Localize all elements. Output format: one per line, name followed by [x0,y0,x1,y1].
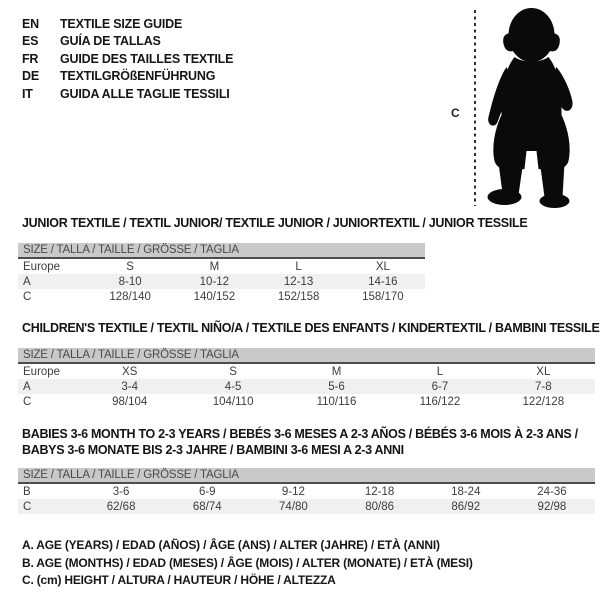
language-label: GUIDA ALLE TAGLIE TESSILI [60,86,230,101]
table-row-months [18,484,595,499]
language-row [22,68,233,86]
height-cell: 128/140 [109,290,151,303]
height-cell: 98/104 [112,395,148,408]
height-cell: 116/122 [419,395,461,408]
size-cell: S [126,260,134,273]
height-cell: 110/116 [316,395,357,408]
age-cell: 6-7 [431,380,449,393]
language-row [22,85,233,103]
height-cell: 92/98 [537,500,567,513]
height-cell: 68/74 [192,500,222,513]
age-cell: 12-13 [283,275,314,288]
size-table-babies [18,426,595,514]
row-label: Europe [23,365,61,378]
height-cell: 140/152 [193,290,236,303]
table-row-age [18,379,595,394]
language-code: DE [22,69,39,84]
height-cell: 104/110 [212,395,254,408]
language-label: GUÍA DE TALLAS [60,34,161,49]
height-cell: 74/80 [279,500,308,513]
size-table-junior [18,215,528,304]
age-cell: 14-16 [368,275,398,288]
table-row-age [18,274,425,289]
row-label: Europe [23,260,61,273]
note-age-months: B. AGE (MONTHS) / EDAD (MESES) / ÂGE (MOIS) / ALTER (MONATE) / ETÀ (MESI) [22,555,473,570]
language-code: IT [22,86,33,101]
row-label: C [23,395,32,408]
row-label: C [23,500,32,513]
language-row [22,50,233,68]
language-label: TEXTILE SIZE GUIDE [60,16,183,31]
age-cell: 12-18 [364,485,395,498]
age-cell: 6-9 [198,485,216,498]
size-cell: M [331,365,342,378]
table-row-height [18,499,595,514]
measure-label-c: C [451,106,460,120]
table-row-europe [18,364,595,379]
age-cell: 24-36 [537,485,567,498]
language-row [22,33,233,51]
language-code: FR [22,51,39,66]
size-cell: XS [122,365,138,378]
row-label: B [23,485,31,498]
height-cell: 86/92 [451,500,481,513]
table-title-line2: BABYS 3-6 MONATE BIS 2-3 JAHRE / BAMBINI 3-6 MESI A 2-3 ANNI [22,443,404,457]
age-cell: 10-12 [199,275,230,288]
table-title: JUNIOR TEXTILE / TEXTIL JUNIOR/ TEXTILE JUNIOR / JUNIORTEXTIL / JUNIOR TESSILE [22,216,528,230]
size-cell: XL [536,365,551,378]
size-cell: XL [375,260,390,273]
language-code: ES [22,34,39,49]
size-cell: L [436,365,444,378]
table-row-height [18,289,425,304]
language-code: EN [22,16,39,31]
table-title: CHILDREN'S TEXTILE / TEXTIL NIÑO/A / TEXTILE DES ENFANTS / KINDERTEXTIL / BAMBINI TESSILE [22,321,600,335]
age-cell: 5-6 [328,380,345,393]
height-cell: 152/158 [277,290,320,303]
table-title-wrap [18,426,595,458]
note-height-cm: C. (cm) HEIGHT / ALTURA / HAUTEUR / HÖHE / ALTEZZA [22,573,336,587]
height-cell: 122/128 [522,395,565,408]
size-cell: S [229,365,237,378]
size-header-bar: SIZE / TALLA / TAILLE / GRÖSSE / TAGLIA [18,348,595,364]
height-cell: 158/170 [362,290,404,303]
age-cell: 3-4 [121,380,139,393]
language-list [22,15,233,103]
table-row-europe [18,259,425,274]
language-label: GUIDE DES TAILLES TEXTILE [60,51,234,66]
row-label: A [23,275,31,288]
table-title: BABIES 3-6 MONTH TO 2-3 YEARS / BEBÉS 3-6 MESES A 2-3 AÑOS / BÉBÉS 3-6 MOIS À 2-3 ANS / [22,427,578,441]
language-row [22,15,233,33]
table-row-height [18,394,595,409]
size-header-bar: SIZE / TALLA / TAILLE / GRÖSSE / TAGLIA [18,243,425,259]
height-cell: 62/68 [106,500,136,513]
age-cell: 4-5 [224,380,242,393]
size-table-children [18,320,600,409]
size-cell: L [295,260,302,273]
row-label: A [23,380,31,393]
size-cell: M [209,260,220,273]
age-cell: 9-12 [281,485,305,498]
row-label: C [23,290,32,303]
height-measure-dashed-line [474,10,476,206]
legend-notes [22,537,473,590]
age-cell: 3-6 [112,485,130,498]
height-cell: 80/86 [365,500,394,513]
language-label: TEXTILGRÖßENFÜHRUNG [60,69,216,84]
age-cell: 8-10 [118,275,142,288]
note-age-years: A. AGE (YEARS) / EDAD (AÑOS) / ÂGE (ANS) / ALTER (JAHRE) / ETÀ (ANNI) [22,538,440,552]
age-cell: 18-24 [451,485,481,498]
age-cell: 7-8 [535,380,552,393]
size-header-bar: SIZE / TALLA / TAILLE / GRÖSSE / TAGLIA [18,468,595,484]
toddler-silhouette-icon [484,5,580,210]
